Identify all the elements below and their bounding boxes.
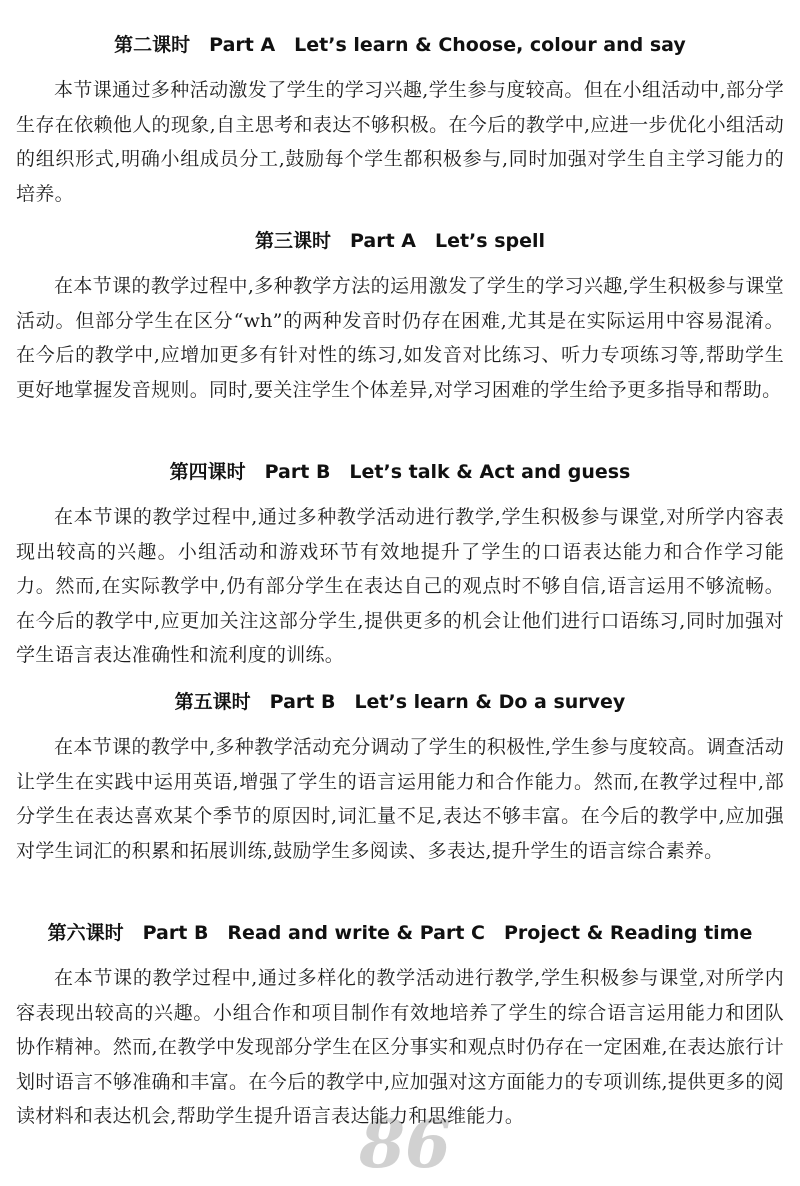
section-paragraph: 在本节课的教学过程中,通过多样化的教学活动进行教学,学生积极参与课堂,对所学内容表现出较高的兴趣。小组合作和项目制作有效地培养了学生的综合语言运用能力和团队协作精神。然而,在教学中发现部分学生在区分事实和观点时仍存在一定困难,在表达旅行计划时语言不够准确和丰富。在今后的教学中,应加强对这方面能力的专项训练,提供更多的阅读材料和表达机会,帮助学生提升语言表达能力和思维能力。 [16,967,784,1127]
section-heading: 第五课时 Part B Let’s learn & Do a survey [174,691,626,713]
page-number: 86 [359,1105,451,1183]
section-lesson-5 [16,689,784,868]
section-lesson-3 [16,228,784,407]
section-paragraph: 在本节课的教学过程中,多种教学方法的运用激发了学生的学习兴趣,学生积极参与课堂活动。但部分学生在区分“wh”的两种发音时仍存在困难,尤其是在实际运用中容易混淆。在今后的教学中,应增加更多有针对性的练习,如发音对比练习、听力专项练习等,帮助学生更好地掌握发音规则。同时,要关注学生个体差异,对学习困难的学生给予更多指导和帮助。 [16,275,784,401]
section-paragraph: 本节课通过多种活动激发了学生的学习兴趣,学生参与度较高。但在小组活动中,部分学生存在依赖他人的现象,自主思考和表达不够积极。在今后的教学中,应进一步优化小组活动的组织形式,明确小组成员分工,鼓励每个学生都积极参与,同时加强对学生自主学习能力的培养。 [16,79,784,205]
section-heading: 第三课时 Part A Let’s spell [254,230,546,252]
section-lesson-2 [16,32,784,211]
section-heading: 第四课时 Part B Let’s talk & Act and guess [169,461,631,483]
section-heading: 第二课时 Part A Let’s learn & Choose, colour and say [114,34,686,56]
section-lesson-6 [16,920,784,1134]
section-lesson-4 [16,459,784,673]
section-paragraph: 在本节课的教学过程中,通过多种教学活动进行教学,学生积极参与课堂,对所学内容表现出较高的兴趣。小组活动和游戏环节有效地提升了学生的口语表达能力和合作学习能力。然而,在实际教学中,仍有部分学生在表达自己的观点时不够自信,语言运用不够流畅。在今后的教学中,应更加关注这部分学生,提供更多的机会让他们进行口语练习,同时加强对学生语言表达准确性和流利度的训练。 [16,506,784,666]
section-heading: 第六课时 Part B Read and write & Part C Project & Reading time [47,922,753,944]
section-paragraph: 在本节课的教学中,多种教学活动充分调动了学生的积极性,学生参与度较高。调查活动让学生在实践中运用英语,增强了学生的语言运用能力和合作能力。然而,在教学过程中,部分学生在表达喜欢某个季节的原因时,词汇量不足,表达不够丰富。在今后的教学中,应加强对学生词汇的积累和拓展训练,鼓励学生多阅读、多表达,提升学生的语言综合素养。 [16,736,784,862]
